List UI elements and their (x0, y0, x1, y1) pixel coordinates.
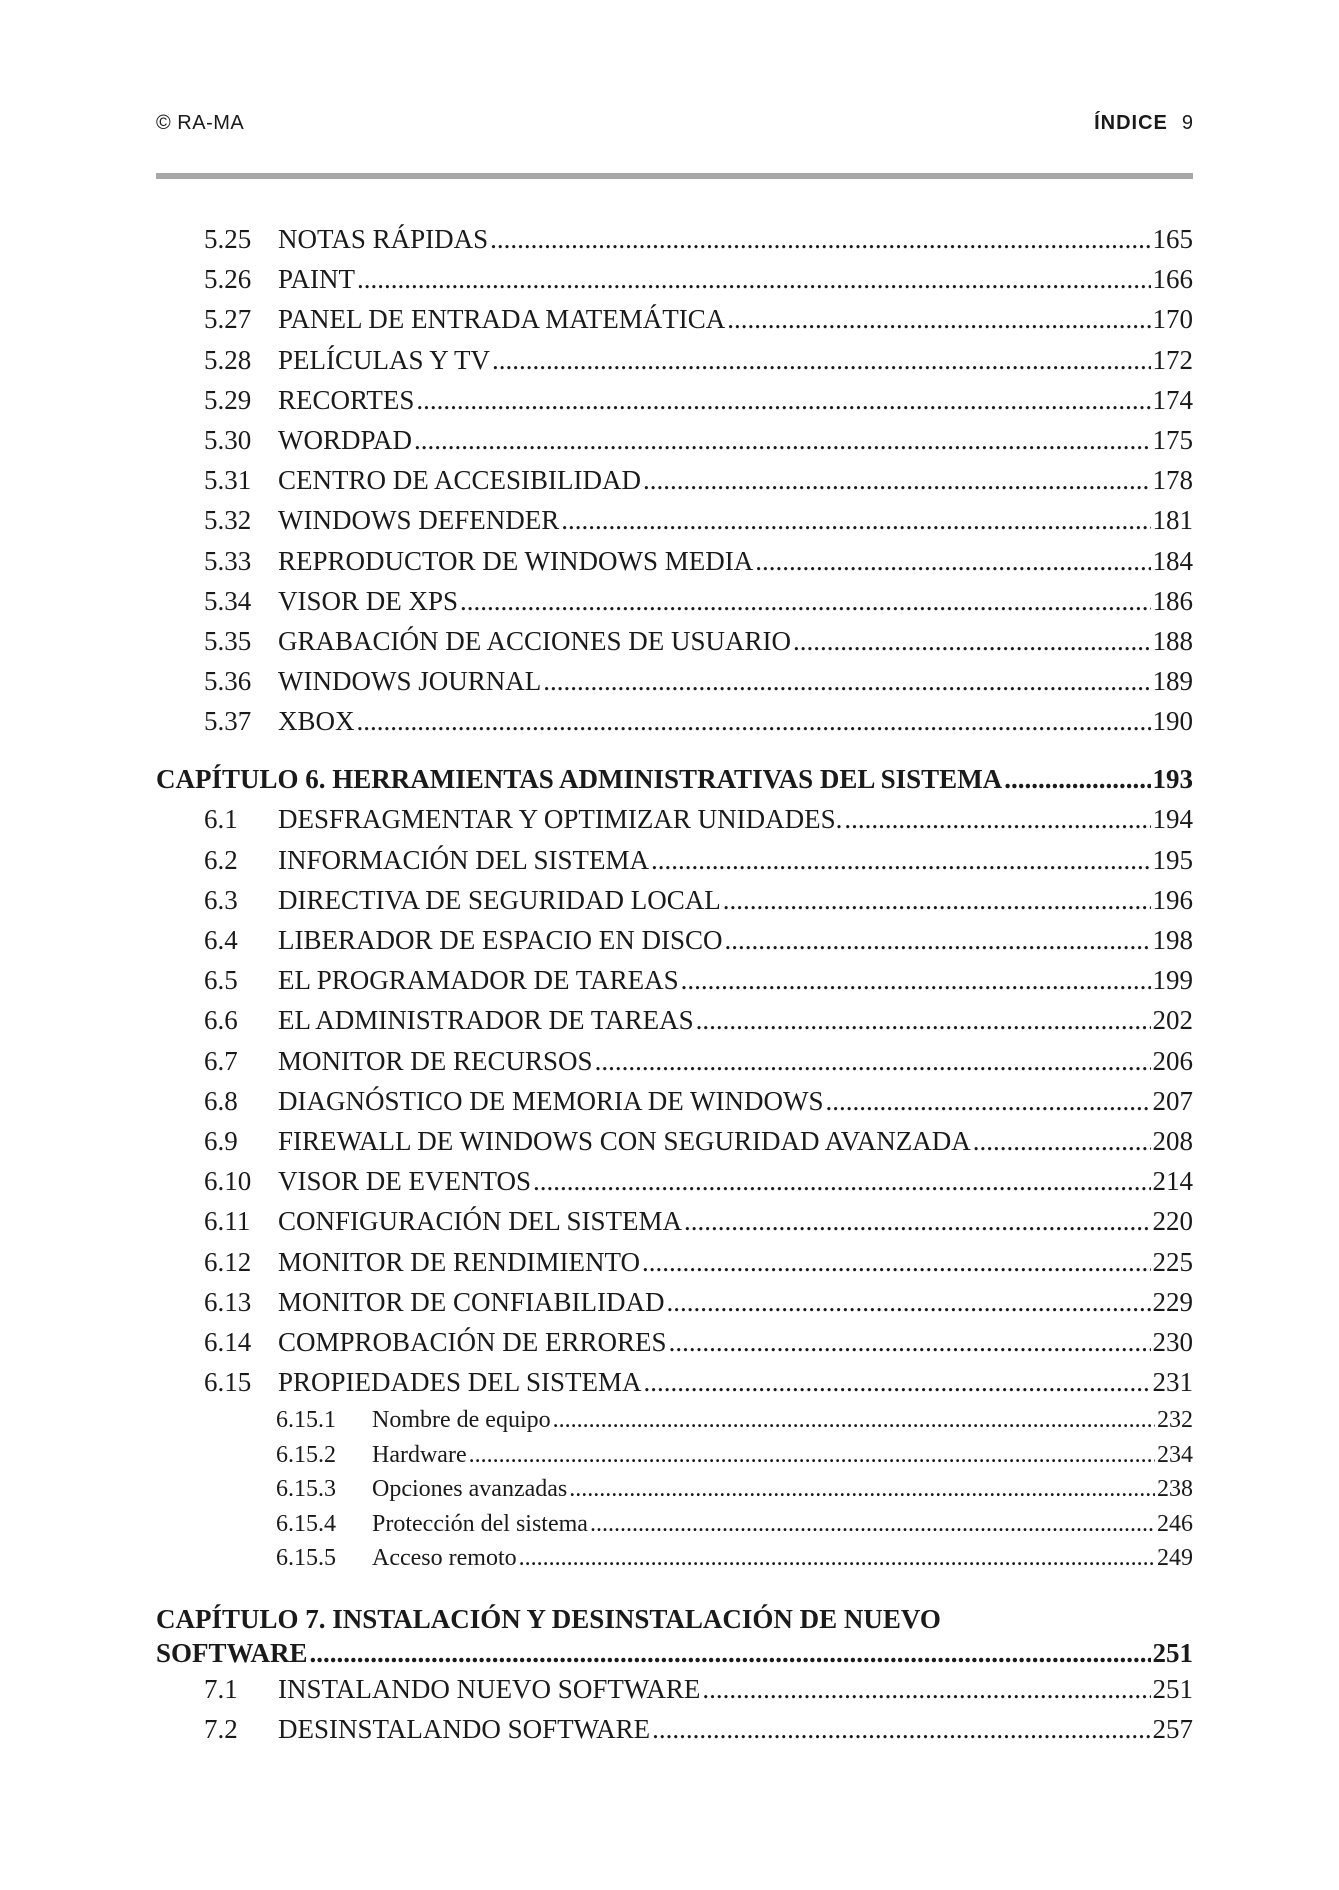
entry-page: 172 (1152, 344, 1193, 375)
leader-dots (553, 1407, 1155, 1434)
entry-number: 6.4 (204, 925, 238, 955)
entry-page: 186 (1152, 585, 1193, 616)
toc-entry[interactable] (156, 1005, 1193, 1045)
entry-page: 206 (1152, 1045, 1193, 1076)
leader-dots (643, 465, 1151, 496)
entry-title: Acceso remoto (372, 1545, 517, 1572)
toc-entry[interactable] (156, 264, 1193, 304)
leader-dots (651, 845, 1150, 876)
leader-dots (696, 1005, 1151, 1036)
leader-dots (642, 1247, 1151, 1278)
entry-title: PANEL DE ENTRADA MATEMÁTICA (278, 304, 726, 335)
chapter-title-line2: SOFTWARE (156, 1637, 308, 1668)
toc-entry[interactable] (156, 546, 1193, 586)
leader-dots (460, 586, 1150, 617)
toc-entry[interactable] (156, 505, 1193, 545)
entry-title: INFORMACIÓN DEL SISTEMA (278, 844, 650, 875)
leader-dots (561, 505, 1150, 536)
toc-entry[interactable] (156, 804, 1193, 844)
toc-entry[interactable] (156, 885, 1193, 925)
toc-entry[interactable] (156, 1247, 1193, 1287)
leader-dots (357, 706, 1151, 737)
entry-title: EL PROGRAMADOR DE TAREAS (278, 965, 679, 996)
entry-number: 6.15.1 (276, 1407, 336, 1434)
entry-page: 246 (1157, 1510, 1193, 1537)
entry-title: PAINT (278, 264, 356, 295)
toc-chapter-6[interactable] (156, 764, 1193, 804)
leader-dots (727, 304, 1150, 335)
header-rule (156, 173, 1193, 179)
entry-title: EL ADMINISTRADOR DE TAREAS (278, 1005, 694, 1036)
entry-number: 6.12 (204, 1246, 252, 1277)
entry-page: 208 (1152, 1125, 1193, 1156)
entry-page: 198 (1152, 925, 1193, 955)
leader-dots (492, 345, 1150, 376)
entry-title: XBOX (278, 706, 355, 737)
entry-number: 6.15.3 (276, 1476, 336, 1503)
entry-page: 190 (1152, 706, 1193, 737)
entry-page: 231 (1152, 1367, 1193, 1398)
toc-entry[interactable] (156, 1545, 1193, 1580)
toc-entry[interactable] (156, 1674, 1193, 1714)
leader-dots (543, 666, 1150, 697)
toc-entry[interactable] (156, 845, 1193, 885)
entry-number: 6.15.4 (276, 1510, 336, 1537)
entry-number: 5.36 (204, 666, 252, 697)
toc-entry[interactable] (156, 1046, 1193, 1086)
toc-entry[interactable] (156, 224, 1193, 264)
leader-dots (667, 1287, 1151, 1318)
section-title: ÍNDICE (1094, 112, 1168, 134)
toc-group-6-15 (156, 1407, 1193, 1580)
entry-title: PROPIEDADES DEL SISTEMA (278, 1367, 642, 1398)
running-header (156, 112, 1193, 144)
entry-number: 6.13 (204, 1286, 252, 1317)
leader-dots (595, 1046, 1151, 1077)
entry-title: DIAGNÓSTICO DE MEMORIA DE WINDOWS (278, 1085, 824, 1116)
toc-entry[interactable] (156, 465, 1193, 505)
toc-entry[interactable] (156, 1511, 1193, 1546)
leader-dots (755, 546, 1150, 577)
toc-group-chapter5 (156, 224, 1193, 746)
entry-title: DESINSTALANDO SOFTWARE (278, 1713, 651, 1744)
toc-entry[interactable] (156, 1126, 1193, 1166)
entry-number: 6.6 (204, 1005, 238, 1036)
toc-entry[interactable] (156, 1367, 1193, 1407)
entry-page: 249 (1157, 1545, 1193, 1572)
leader-dots (416, 385, 1150, 416)
toc-group-chapter7 (156, 1674, 1193, 1754)
entry-number: 6.9 (204, 1125, 238, 1156)
entry-title: Opciones avanzadas (372, 1476, 568, 1503)
entry-number: 6.7 (204, 1045, 238, 1076)
entry-number: 5.37 (204, 706, 252, 737)
entry-number: 5.28 (204, 344, 252, 375)
chapter-page: 251 (1152, 1637, 1193, 1668)
toc-entry[interactable] (156, 965, 1193, 1005)
leader-dots (490, 224, 1150, 255)
publisher-mark: © RA-MA (156, 112, 245, 134)
entry-number: 5.27 (204, 304, 252, 335)
toc-entry[interactable] (156, 666, 1193, 706)
entry-title: RECORTES (278, 384, 415, 415)
leader-dots (844, 804, 1150, 835)
entry-number: 5.29 (204, 384, 252, 415)
entry-number: 5.31 (204, 465, 252, 496)
leader-dots (825, 1086, 1150, 1117)
entry-number: 6.5 (204, 965, 238, 996)
entry-page: 196 (1152, 884, 1193, 915)
entry-title: PELÍCULAS Y TV (278, 344, 491, 375)
toc-entry[interactable] (156, 385, 1193, 425)
entry-title: DESFRAGMENTAR Y OPTIMIZAR UNIDADES. (278, 804, 843, 835)
entry-page: 251 (1152, 1673, 1193, 1704)
entry-title: FIREWALL DE WINDOWS CON SEGURIDAD AVANZADA (278, 1125, 971, 1156)
entry-page: 175 (1152, 424, 1193, 455)
entry-number: 5.25 (204, 224, 252, 254)
entry-title: CENTRO DE ACCESIBILIDAD (278, 465, 641, 496)
entry-page: 238 (1157, 1476, 1193, 1503)
entry-page: 170 (1152, 304, 1193, 335)
entry-number: 6.15.2 (276, 1441, 336, 1468)
entry-title: INSTALANDO NUEVO SOFTWARE (278, 1673, 701, 1704)
entry-page: 178 (1152, 465, 1193, 496)
entry-number: 5.32 (204, 505, 252, 536)
entry-number: 6.2 (204, 844, 238, 875)
entry-page: 214 (1152, 1166, 1193, 1197)
entry-number: 6.14 (204, 1326, 252, 1357)
toc-entry[interactable] (156, 1407, 1193, 1442)
entry-page: 234 (1157, 1441, 1193, 1468)
entry-number: 6.8 (204, 1085, 238, 1116)
entry-page: 181 (1152, 505, 1193, 536)
toc-entry[interactable] (156, 925, 1193, 965)
entry-number: 6.1 (204, 804, 238, 835)
entry-number: 6.3 (204, 884, 238, 915)
page-number: 9 (1181, 112, 1193, 134)
leader-dots (702, 1674, 1150, 1705)
leader-dots (723, 885, 1151, 916)
toc-entry[interactable] (156, 1206, 1193, 1246)
entry-number: 5.30 (204, 424, 252, 455)
chapter-page: 193 (1152, 764, 1193, 795)
toc-entry[interactable] (156, 1287, 1193, 1327)
leader-dots (973, 1126, 1151, 1157)
leader-dots (519, 1545, 1155, 1572)
entry-title: Hardware (372, 1441, 467, 1468)
leader-dots (793, 626, 1150, 657)
leader-dots (684, 1206, 1150, 1237)
entry-title: MONITOR DE CONFIABILIDAD (278, 1286, 665, 1317)
entry-page: 166 (1152, 264, 1193, 295)
entry-page: 257 (1152, 1713, 1193, 1744)
entry-page: 195 (1152, 844, 1193, 875)
entry-title: COMPROBACIÓN DE ERRORES (278, 1326, 667, 1357)
entry-title: MONITOR DE RECURSOS (278, 1045, 593, 1076)
entry-title: WORDPAD (278, 424, 413, 455)
toc-entry[interactable] (156, 586, 1193, 626)
chapter-title: CAPÍTULO 6. HERRAMIENTAS ADMINISTRATIVAS DEL SISTEMA (156, 764, 1003, 795)
toc-entry[interactable] (156, 1476, 1193, 1511)
entry-number: 5.26 (204, 264, 252, 295)
entry-number: 7.1 (204, 1673, 238, 1704)
entry-title: MONITOR DE RENDIMIENTO (278, 1246, 640, 1277)
toc-group-chapter6 (156, 804, 1193, 1407)
entry-page: 229 (1152, 1286, 1193, 1317)
entry-title: CONFIGURACIÓN DEL SISTEMA (278, 1206, 683, 1237)
entry-title: WINDOWS DEFENDER (278, 505, 560, 536)
leader-dots (533, 1166, 1150, 1197)
entry-title: LIBERADOR DE ESPACIO EN DISCO (278, 925, 723, 955)
toc-entry[interactable] (156, 706, 1193, 746)
toc-chapter-7[interactable] (156, 1602, 1193, 1670)
toc-entry[interactable] (156, 1442, 1193, 1477)
leader-dots (669, 1327, 1151, 1358)
entry-number: 7.2 (204, 1713, 238, 1744)
toc-entry[interactable] (156, 1086, 1193, 1126)
entry-number: 5.33 (204, 545, 252, 576)
entry-title: GRABACIÓN DE ACCIONES DE USUARIO (278, 625, 792, 656)
entry-page: 184 (1152, 545, 1193, 576)
toc-entry[interactable] (156, 345, 1193, 385)
entry-number: 5.34 (204, 585, 252, 616)
entry-page: 188 (1152, 625, 1193, 656)
entry-page: 194 (1152, 804, 1193, 835)
entry-title: Protección del sistema (372, 1510, 588, 1537)
entry-page: 220 (1152, 1206, 1193, 1237)
entry-number: 6.15.5 (276, 1545, 336, 1572)
entry-page: 232 (1157, 1407, 1193, 1434)
toc-entry[interactable] (156, 304, 1193, 344)
leader-dots (357, 264, 1150, 295)
entry-page: 165 (1152, 224, 1193, 254)
toc-entry[interactable] (156, 1166, 1193, 1206)
entry-title: NOTAS RÁPIDAS (278, 224, 489, 254)
entry-number: 6.11 (204, 1206, 251, 1237)
entry-number: 5.35 (204, 625, 252, 656)
entry-title: REPRODUCTOR DE WINDOWS MEDIA (278, 545, 754, 576)
entry-page: 225 (1152, 1246, 1193, 1277)
entry-page: 199 (1152, 965, 1193, 996)
toc-entry[interactable] (156, 425, 1193, 465)
entry-title: VISOR DE EVENTOS (278, 1166, 532, 1197)
leader-dots (569, 1476, 1155, 1503)
entry-page: 230 (1152, 1326, 1193, 1357)
entry-number: 6.15 (204, 1367, 252, 1398)
chapter-title-line1: CAPÍTULO 7. INSTALACIÓN Y DESINSTALACIÓN DE NUEVO (156, 1603, 941, 1634)
toc-entry[interactable] (156, 1714, 1193, 1754)
entry-title: DIRECTIVA DE SEGURIDAD LOCAL (278, 884, 721, 915)
entry-page: 207 (1152, 1085, 1193, 1116)
entry-title: VISOR DE XPS (278, 585, 459, 616)
leader-dots (414, 425, 1150, 456)
leader-dots (469, 1442, 1155, 1469)
entry-title: WINDOWS JOURNAL (278, 666, 542, 697)
entry-title: Nombre de equipo (372, 1407, 551, 1434)
leader-dots (1004, 764, 1150, 795)
header-right (1094, 112, 1193, 135)
toc-entry[interactable] (156, 1327, 1193, 1367)
leader-dots (652, 1714, 1150, 1745)
entry-number: 6.10 (204, 1166, 252, 1197)
table-of-contents (156, 224, 1193, 1754)
leader-dots (590, 1511, 1155, 1538)
leader-dots (725, 925, 1151, 956)
leader-dots (310, 1636, 1151, 1670)
entry-page: 189 (1152, 666, 1193, 697)
entry-page: 202 (1152, 1005, 1193, 1036)
toc-entry[interactable] (156, 626, 1193, 666)
leader-dots (644, 1367, 1151, 1398)
leader-dots (681, 965, 1151, 996)
entry-page: 174 (1152, 384, 1193, 415)
